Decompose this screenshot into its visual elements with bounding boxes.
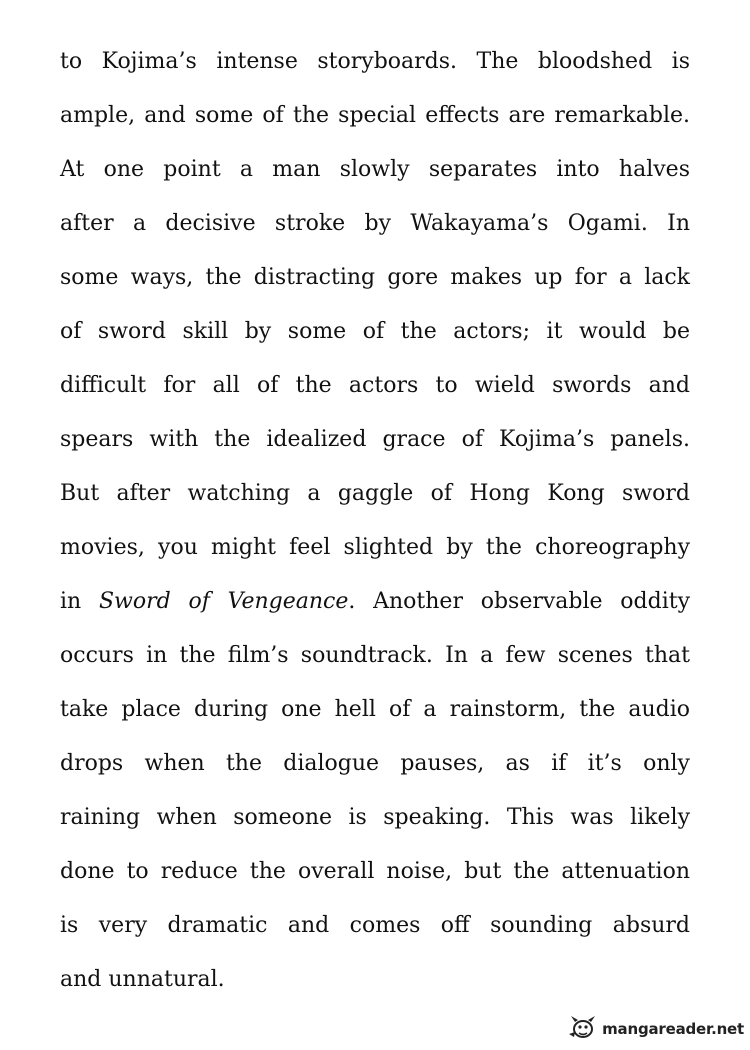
text-line: raining when someone is speaking. This was likely bbox=[60, 805, 690, 830]
text-line: At one point a man slowly separates into halves bbox=[60, 157, 690, 182]
text-line: drops when the dialogue pauses, as if it’s only bbox=[60, 751, 690, 776]
text-line: movies, you might feel slighted by the choreography bbox=[60, 535, 690, 560]
text-line: done to reduce the overall noise, but the attenuation bbox=[60, 859, 690, 884]
text-line: difficult for all of the actors to wield swords and bbox=[60, 373, 690, 398]
text-segment: in bbox=[60, 589, 99, 614]
film-title: Sword of Vengeance bbox=[98, 589, 349, 614]
watermark bbox=[566, 1012, 744, 1046]
mascot-icon bbox=[566, 1012, 598, 1047]
text-line bbox=[60, 580, 690, 634]
text-line: is very dramatic and comes off sounding absurd bbox=[60, 913, 690, 938]
text-line: take place during one hell of a rainstorm, the audio bbox=[60, 697, 690, 722]
body-text bbox=[60, 40, 690, 1012]
watermark-text: mangareader.net bbox=[602, 1020, 744, 1038]
text-line: and unnatural. bbox=[60, 967, 225, 992]
text-line: But after watching a gaggle of Hong Kong sword bbox=[60, 481, 690, 506]
text-segment: . Another observable oddity bbox=[348, 589, 691, 614]
text-line: to Kojima’s intense storyboards. The bloodshed is bbox=[60, 49, 690, 74]
text-line: ample, and some of the special effects are remarkable. bbox=[60, 103, 690, 128]
text-line: spears with the idealized grace of Kojima’s panels. bbox=[60, 427, 690, 452]
text-line: occurs in the film’s soundtrack. In a few scenes that bbox=[60, 643, 690, 668]
text-line: some ways, the distracting gore makes up for a lack bbox=[60, 265, 690, 290]
text-line: after a decisive stroke by Wakayama’s Ogami. In bbox=[60, 211, 690, 236]
text-line: of sword skill by some of the actors; it would be bbox=[60, 319, 690, 344]
